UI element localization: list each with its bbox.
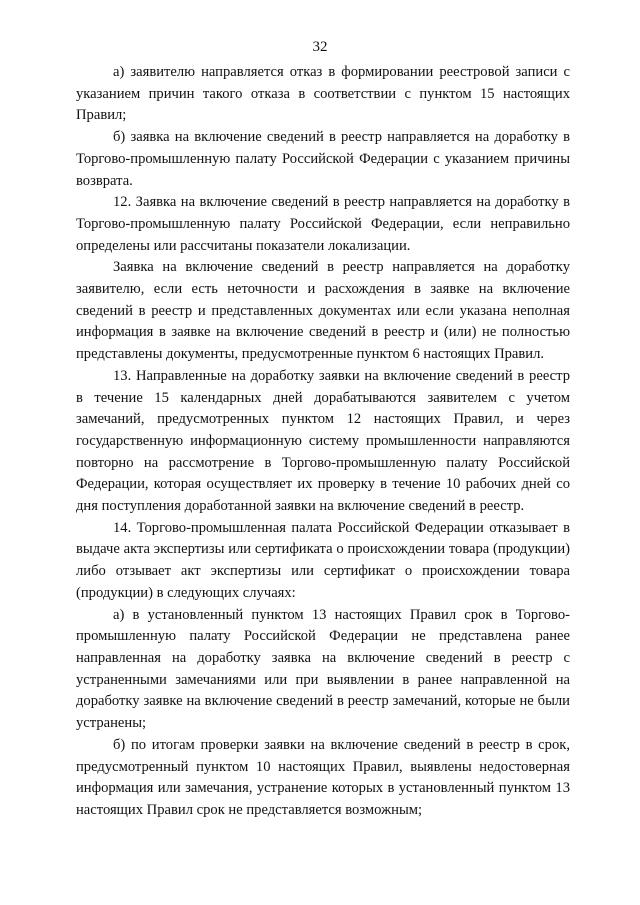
page-number: 32 bbox=[312, 39, 328, 55]
paragraph-return-to-applicant: Заявка на включение сведений в реестр направляется на доработку заявителю, если есть неточности и расхождения в заявке на включение сведений в реестр и представленных документах или если указана неполная информация в заявке на включение сведений в реестр и (или) не полностью представлены документы, предусмотренные пунктом 6 настоящих Правил. bbox=[76, 259, 570, 363]
paragraph-return-to-chamber: б) заявка на включение сведений в реестр направляется на доработку в Торгово-промышленную палату Российской Федерации с указанием причины возврата. bbox=[76, 129, 570, 189]
paragraph-item-14: 14. Торгово-промышленная палата Российской Федерации отказывает в выдаче акта экспертизы или сертификата о происхождении товара (продукции) либо отзывает акт экспертизы или сертификат о происхождении товара (продукции) в следующих случаях: bbox=[76, 519, 570, 601]
paragraph-item-12: 12. Заявка на включение сведений в реестр направляется на доработку в Торгово-промышленную палату Российской Федерации, если неправильно определены или рассчитаны показатели локализации. bbox=[76, 194, 570, 254]
paragraph-item-13: 13. Направленные на доработку заявки на включение сведений в реестр в течение 15 календарных дней дорабатываются заявителем с учетом замечаний, предусмотренных пунктом 12 настоящих Правил, и через государственную информационную систему промышленности направляются повторно на рассмотрение в Торгово-промышленную палату Российской Федерации, которая осуществляет их проверку в течение 10 рабочих дней со дня поступления доработанной заявки на включение сведений в реестр. bbox=[76, 367, 570, 515]
paragraph-refusal-registry-record: а) заявителю направляется отказ в формировании реестровой записи с указанием причин такого отказа в соответствии с пунктом 15 настоящих Правил; bbox=[76, 64, 570, 124]
document-body bbox=[76, 62, 570, 822]
paragraph-item-14-b: б) по итогам проверки заявки на включение сведений в реестр в срок, предусмотренный пунктом 10 настоящих Правил, выявлены недостоверная информация или замечания, устранение которых в установленный пунктом 13 настоящих Правил срок не представляется возможным; bbox=[76, 736, 570, 818]
paragraph-item-14-a: а) в установленный пунктом 13 настоящих Правил срок в Торгово-промышленную палату Российской Федерации не представлена ранее направленная на доработку заявка на включение сведений в реестр с устраненными замечаниями или при выявлении в ранее направленной на доработку заявке на включение сведений в реестр замечаний, которые не были устранены; bbox=[76, 606, 570, 732]
